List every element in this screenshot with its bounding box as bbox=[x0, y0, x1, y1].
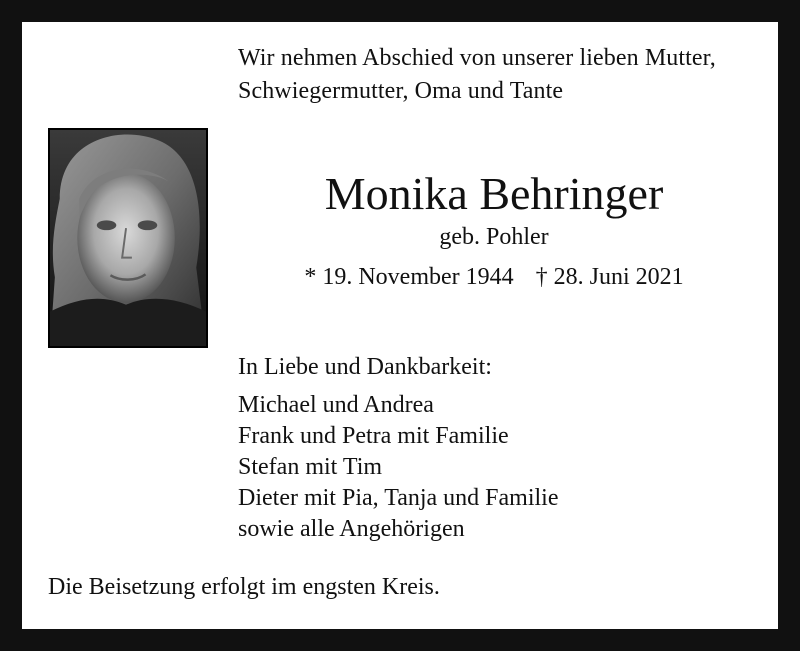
maiden-name: geb. Pohler bbox=[439, 224, 549, 250]
mourner-entry: Dieter mit Pia, Tanja und Familie bbox=[238, 485, 559, 511]
burial-note: Die Beisetzung erfolgt im engsten Kreis. bbox=[48, 574, 440, 600]
closing-phrase: In Liebe und Dankbarkeit: bbox=[238, 354, 492, 380]
birth-date: * 19. November 1944 bbox=[304, 264, 514, 290]
life-dates bbox=[238, 262, 750, 292]
portrait-photo bbox=[48, 128, 208, 348]
mourner-entry: sowie alle Angehörigen bbox=[238, 516, 465, 542]
mourners-list bbox=[238, 390, 558, 545]
intro-line-2: Schwiegermutter, Oma und Tante bbox=[238, 78, 564, 104]
mourner-entry: Frank und Petra mit Familie bbox=[238, 423, 509, 449]
mourner-entry: Stefan mit Tim bbox=[238, 454, 383, 480]
deceased-name: Monika Behringer bbox=[324, 168, 664, 219]
intro-text bbox=[238, 42, 716, 108]
death-date: † 28. Juni 2021 bbox=[535, 264, 684, 290]
intro-line-1: Wir nehmen Abschied von unserer lieben Mutter, bbox=[238, 45, 716, 71]
portrait-image bbox=[50, 130, 206, 346]
mourner-entry: Michael und Andrea bbox=[238, 392, 434, 418]
